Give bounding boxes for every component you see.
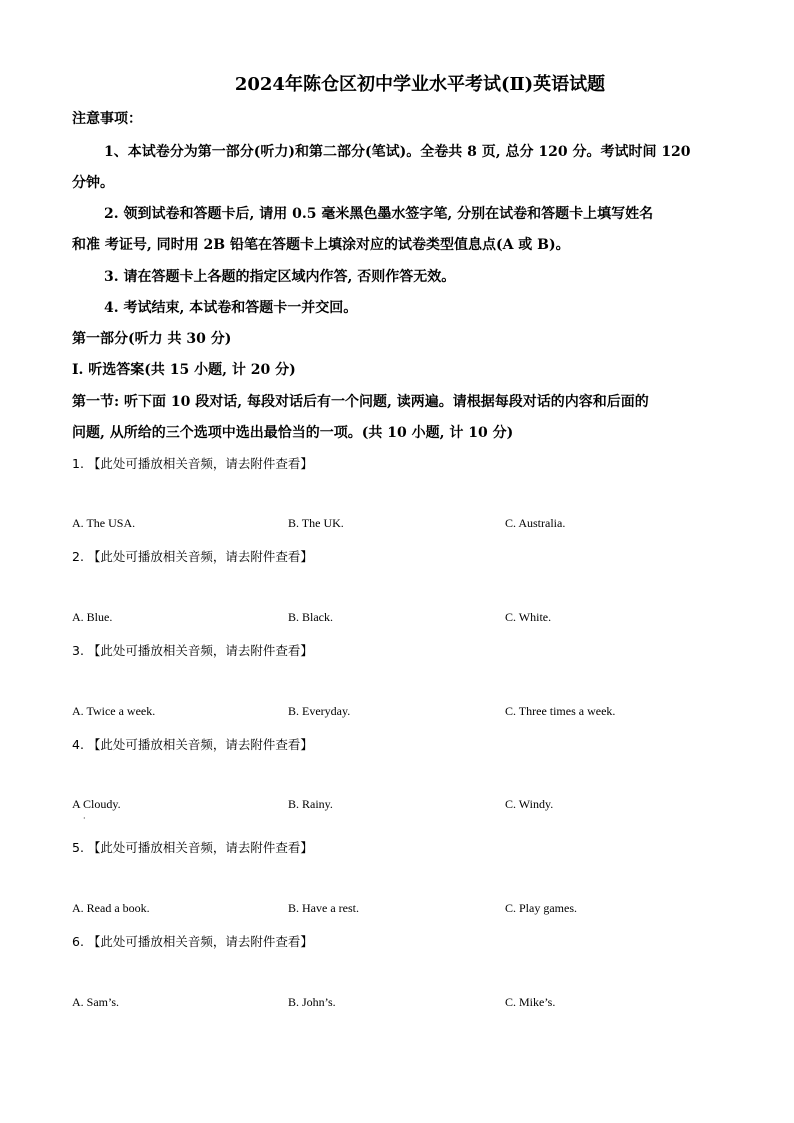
question-5-option-b: B. Have a rest. [288,901,359,915]
question-1-prompt: 1. 【此处可播放相关音频，请去附件查看】 [72,456,313,471]
question-6-prompt: 6. 【此处可播放相关音频，请去附件查看】 [72,934,313,949]
stray-dot: · [83,814,86,823]
question-5-option-c: C. Play games. [505,901,577,915]
question-5-option-a: A. Read a book. [72,901,150,915]
section1-instructions-1: 第一节: 听下面 10 段对话, 每段对话后有一个问题, 读两遍。请根据每段对话的内容和后面的 [72,394,649,410]
question-2-option-b: B. Black. [288,610,333,624]
question-4-option-c: C. Windy. [505,797,554,811]
question-4-option-a: A Cloudy. [72,797,121,811]
section1-instructions-2: 问题, 从所给的三个选项中选出最恰当的一项。(共 10 小题, 计 10 分) [72,425,514,441]
question-6-option-c: C. Mike’s. [505,995,556,1009]
section1-heading: I. 听选答案(共 15 小题, 计 20 分) [72,362,296,378]
notice-4: 4. 考试结束, 本试卷和答题卡一并交回。 [104,300,358,316]
page-title: 2024年陈仓区初中学业水平考试(Ⅱ)英语试题 [234,74,606,95]
question-4-prompt: 4. 【此处可播放相关音频，请去附件查看】 [72,737,313,752]
question-6-option-b: B. John’s. [288,995,336,1009]
question-2-option-a: A. Blue. [72,610,113,624]
notice-1: 1、本试卷分为第一部分(听力)和第二部分(笔试)。全卷共 8 页, 总分 120 分。考试时间 120 [104,144,691,160]
question-1-option-a: A. The USA. [72,516,136,530]
notice-heading: 注意事项： [72,111,142,127]
notice-2: 2. 领到试卷和答题卡后, 请用 0.5 毫米黑色墨水签字笔, 分别在试卷和答题卡上填写姓名 [104,206,654,222]
question-4-option-b: B. Rainy. [288,797,333,811]
question-1-option-b: B. The UK. [288,516,344,530]
notice-1-cont: 分钟。 [72,175,114,191]
notice-3: 3. 请在答题卡上各题的指定区域内作答, 否则作答无效。 [104,269,456,285]
question-3-option-b: B. Everyday. [288,704,351,718]
question-3-prompt: 3. 【此处可播放相关音频，请去附件查看】 [72,643,313,658]
question-2-option-c: C. White. [505,610,552,624]
question-5-prompt: 5. 【此处可播放相关音频，请去附件查看】 [72,840,313,855]
question-6-option-a: A. Sam’s. [72,995,120,1009]
question-2-prompt: 2. 【此处可播放相关音频，请去附件查看】 [72,549,313,564]
question-3-option-c: C. Three times a week. [505,704,616,718]
part1-heading: 第一部分(听力 共 30 分) [72,331,232,347]
question-3-option-a: A. Twice a week. [72,704,156,718]
question-1-option-c: C. Australia. [505,516,566,530]
notice-2-cont: 和准 考证号, 同时用 2B 铅笔在答题卡上填涂对应的试卷类型值息点(A 或 B)。 [72,237,570,253]
